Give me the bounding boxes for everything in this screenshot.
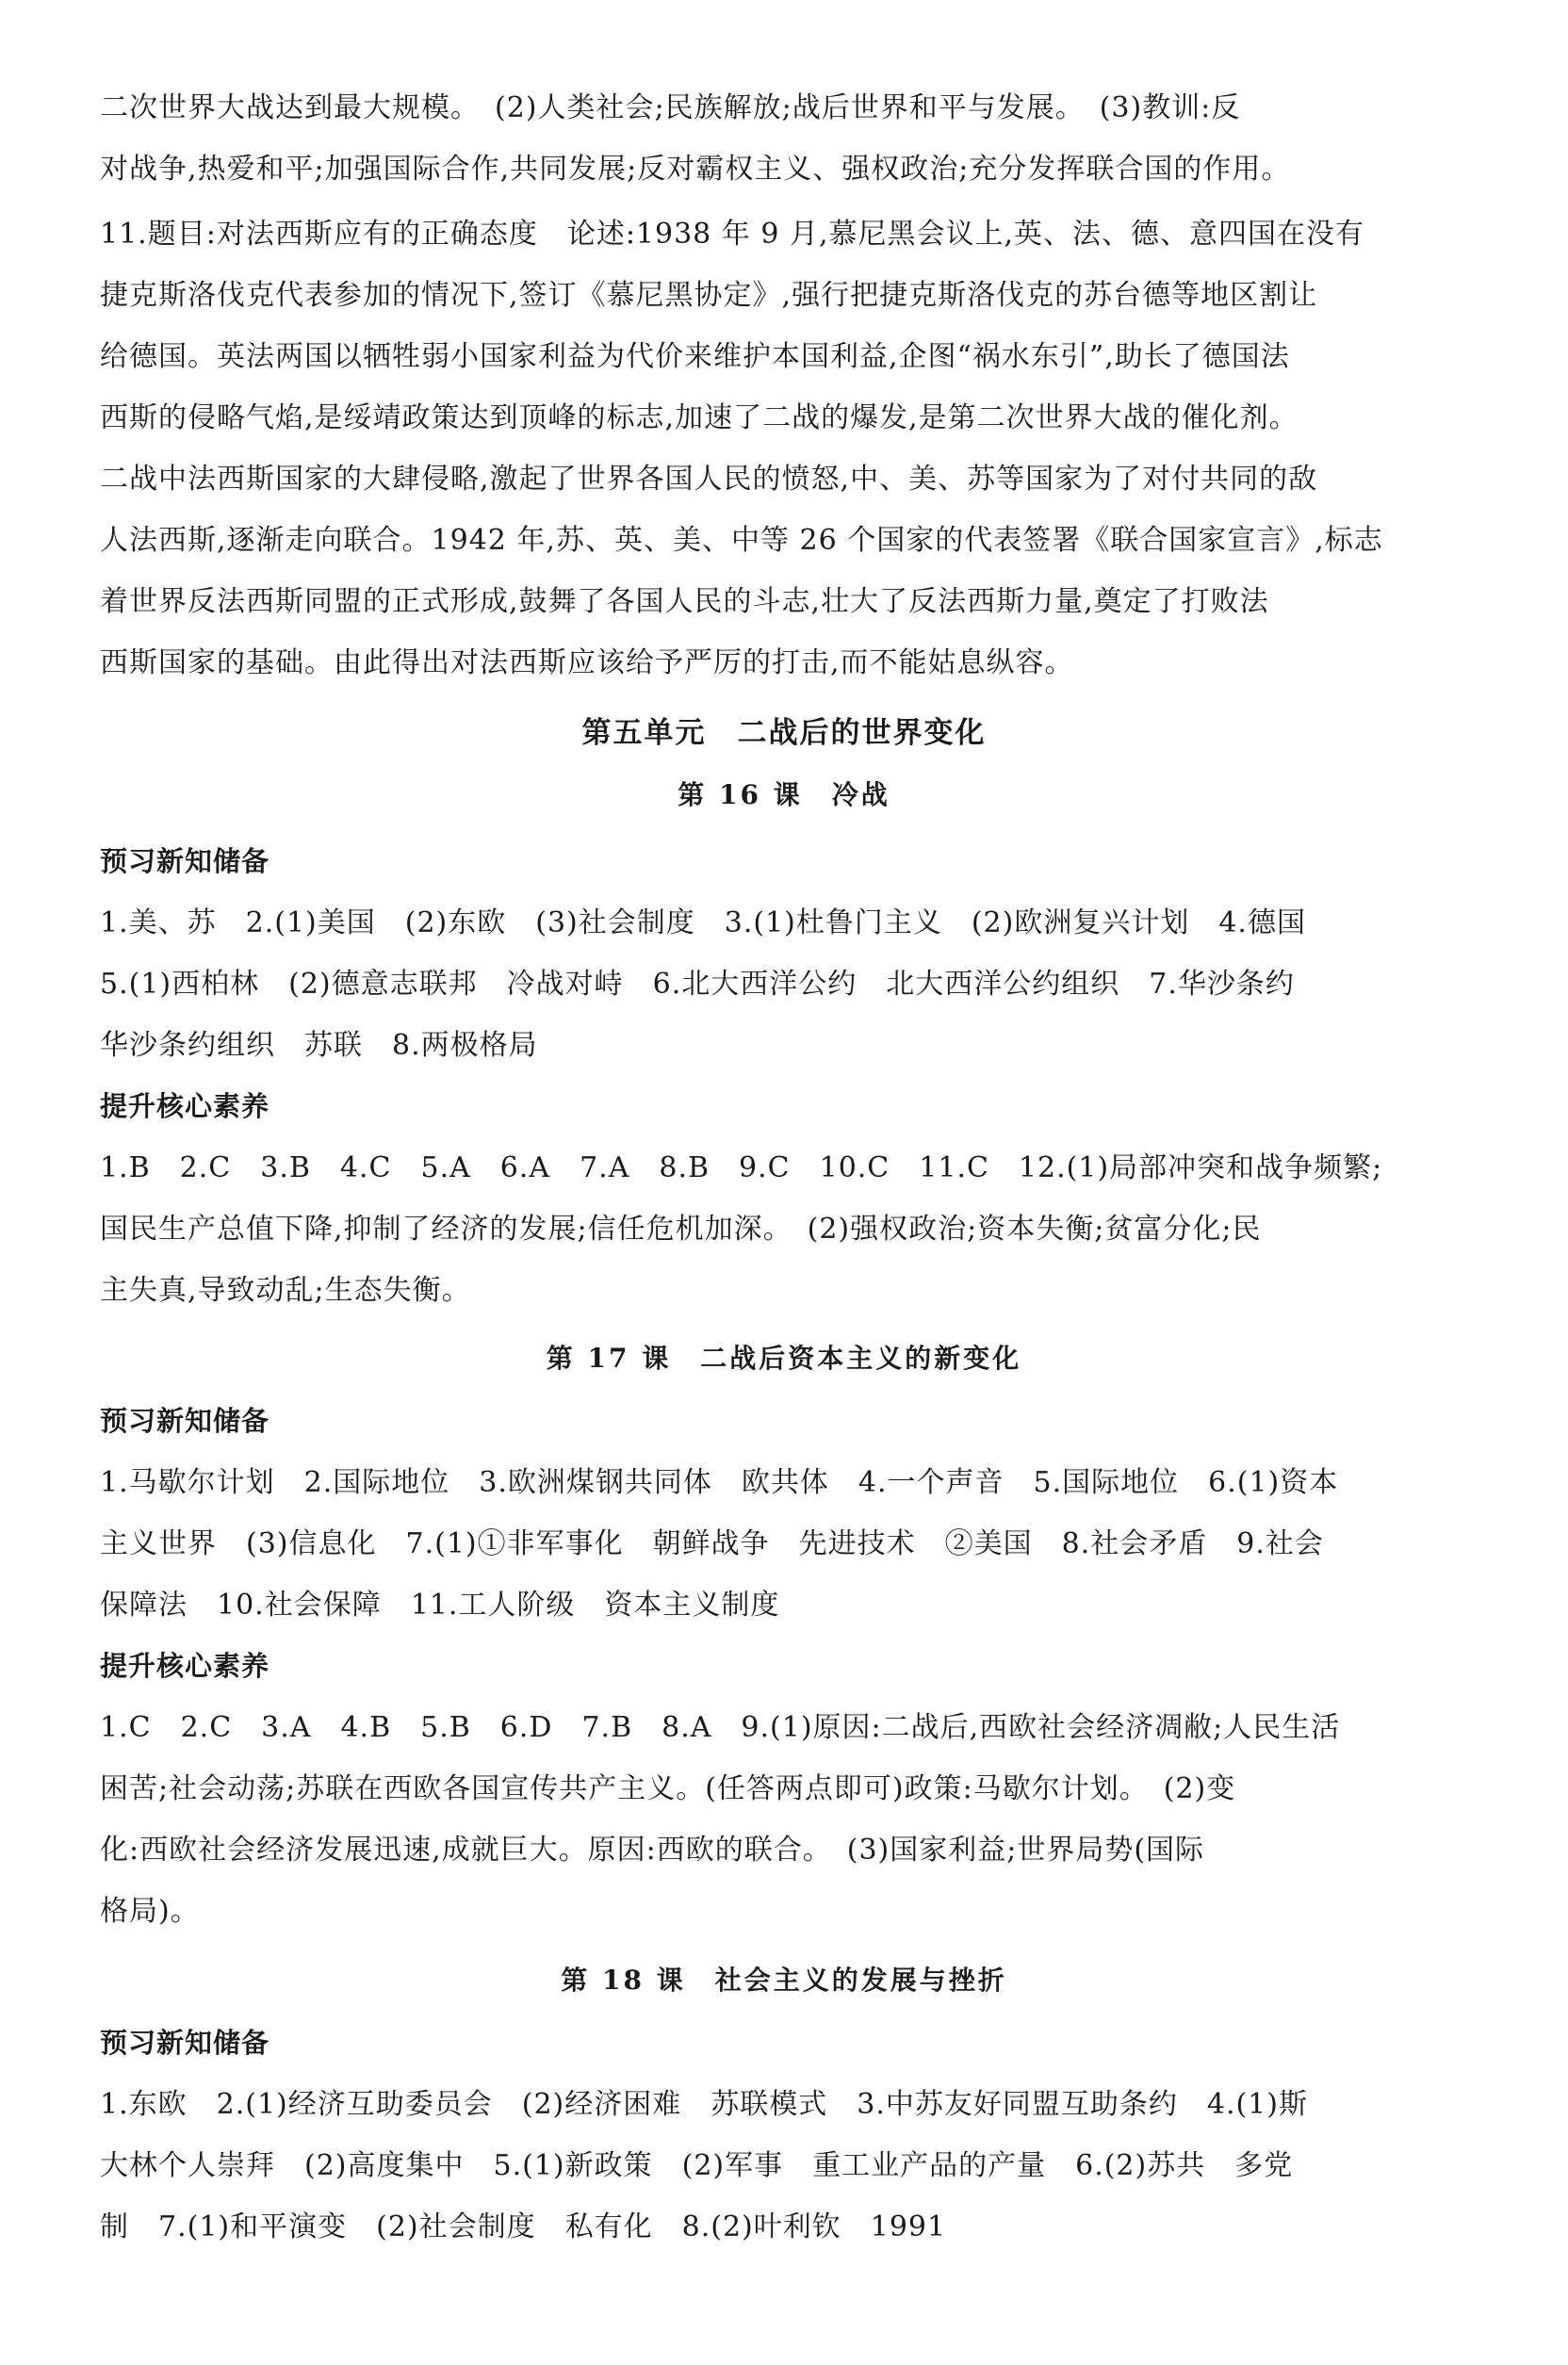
lesson-17-title: 第 17 课 二战后资本主义的新变化 (546, 1343, 1022, 1374)
text-line: 华沙条约组织 苏联 8.两极格局 (100, 1029, 538, 1062)
text-line: 人法西斯,逐渐走向联合。1942 年,苏、英、美、中等 26 个国家的代表签署《联合国家宣言》,标志 (100, 524, 1383, 557)
text-line: 国民生产总值下降,抑制了经济的发展;信任危机加深。 (2)强权政治;资本失衡;贫富分化;民 (100, 1213, 1262, 1246)
text-line: 制 7.(1)和平演变 (2)社会制度 私有化 8.(2)叶利钦 1991 (100, 2210, 947, 2243)
text-line: 二战中法西斯国家的大肆侵略,激起了世界各国人民的愤怒,中、美、苏等国家为了对付共同的敌 (100, 463, 1318, 496)
text-line: 保障法 10.社会保障 11.工人阶级 资本主义制度 (100, 1589, 780, 1622)
lesson-18-block (100, 2013, 1400, 2258)
lesson-16-block (100, 831, 1400, 1321)
text-line: 对战争,热爱和平;加强国际合作,共同发展;反对霸权主义、强权政治;充分发挥联合国的作用。 (100, 153, 1291, 186)
core-heading: 提升核心素养 (100, 1650, 270, 1682)
text-line: 困苦;社会动荡;苏联在西欧各国宣传共产主义。(任答两点即可)政策:马歇尔计划。 (2)变 (100, 1772, 1236, 1805)
lesson-16-title: 第 16 课 冷战 (678, 779, 890, 810)
text-line: 1.美、苏 2.(1)美国 (2)东欧 (3)社会制度 3.(1)杜鲁门主义 (2)欧洲复兴计划 4.德国 (100, 906, 1306, 939)
text-line: 化:西欧社会经济发展迅速,成就巨大。原因:西欧的联合。 (3)国家利益;世界局势(国际 (100, 1834, 1205, 1867)
text-line: 1.C 2.C 3.A 4.B 5.B 6.D 7.B 8.A 9.(1)原因:二战后,西欧社会经济凋敝;人民生活 (100, 1711, 1341, 1744)
text-line: 5.(1)西柏林 (2)德意志联邦 冷战对峙 6.北大西洋公约 北大西洋公约组织 7.华沙条约 (100, 968, 1295, 1001)
text-line: 1.东欧 2.(1)经济互助委员会 (2)经济困难 苏联模式 3.中苏友好同盟互助条约 4.(1)斯 (100, 2088, 1308, 2121)
core-heading: 提升核心素养 (100, 1090, 270, 1122)
text-line: 1.马歇尔计划 2.国际地位 3.欧洲煤钢共同体 欧共体 4.一个声音 5.国际地位 6.(1)资本 (100, 1466, 1339, 1499)
text-line: 主失真,导致动乱;生态失衡。 (100, 1274, 471, 1307)
text-line: 着世界反法西斯同盟的正式形成,鼓舞了各国人民的斗志,壮大了反法西斯力量,奠定了打败法 (100, 585, 1269, 618)
preview-heading: 预习新知储备 (100, 845, 270, 877)
text-line: 给德国。英法两国以牺牲弱小国家利益为代价来维护本国利益,企图“祸水东引”,助长了德国法 (100, 340, 1290, 373)
text-line: 1.B 2.C 3.B 4.C 5.A 6.A 7.A 8.B 9.C 10.C 11.C 12.(1)局部冲突和战争频繁; (100, 1151, 1383, 1184)
preview-heading: 预习新知储备 (100, 1405, 270, 1437)
text-line: 捷克斯洛伐克代表参加的情况下,签订《慕尼黑协定》,强行把捷克斯洛伐克的苏台德等地区割让 (100, 279, 1318, 312)
intro-block (100, 77, 1400, 200)
text-line: 西斯国家的基础。由此得出对法西斯应该给予严厉的打击,而不能姑息纵容。 (100, 646, 1074, 679)
unit-title: 第五单元 二战后的世界变化 (581, 716, 987, 750)
text-line: 格局)。 (100, 1895, 200, 1928)
text-line: 二次世界大战达到最大规模。 (2)人类社会;民族解放;战后世界和平与发展。 (3)教训:反 (100, 91, 1241, 124)
text-line: 西斯的侵略气焰,是绥靖政策达到顶峰的标志,加速了二战的爆发,是第二次世界大战的催化剂。 (100, 401, 1298, 434)
lesson-18-title: 第 18 课 社会主义的发展与挫折 (561, 1965, 1007, 1996)
text-line: 主义世界 (3)信息化 7.(1)①非军事化 朝鲜战争 先进技术 ②美国 8.社会矛盾 9.社会 (100, 1527, 1324, 1560)
text-line: 大林个人崇拜 (2)高度集中 5.(1)新政策 (2)军事 重工业产品的产量 6.(2)苏共 多党 (100, 2149, 1294, 2182)
question-11-block (100, 204, 1400, 693)
preview-heading: 预习新知储备 (100, 2027, 270, 2059)
text-line: 11.题目:对法西斯应有的正确态度 论述:1938 年 9 月,慕尼黑会议上,英、法、德、意四国在没有 (100, 218, 1365, 251)
lesson-17-block (100, 1391, 1400, 1942)
